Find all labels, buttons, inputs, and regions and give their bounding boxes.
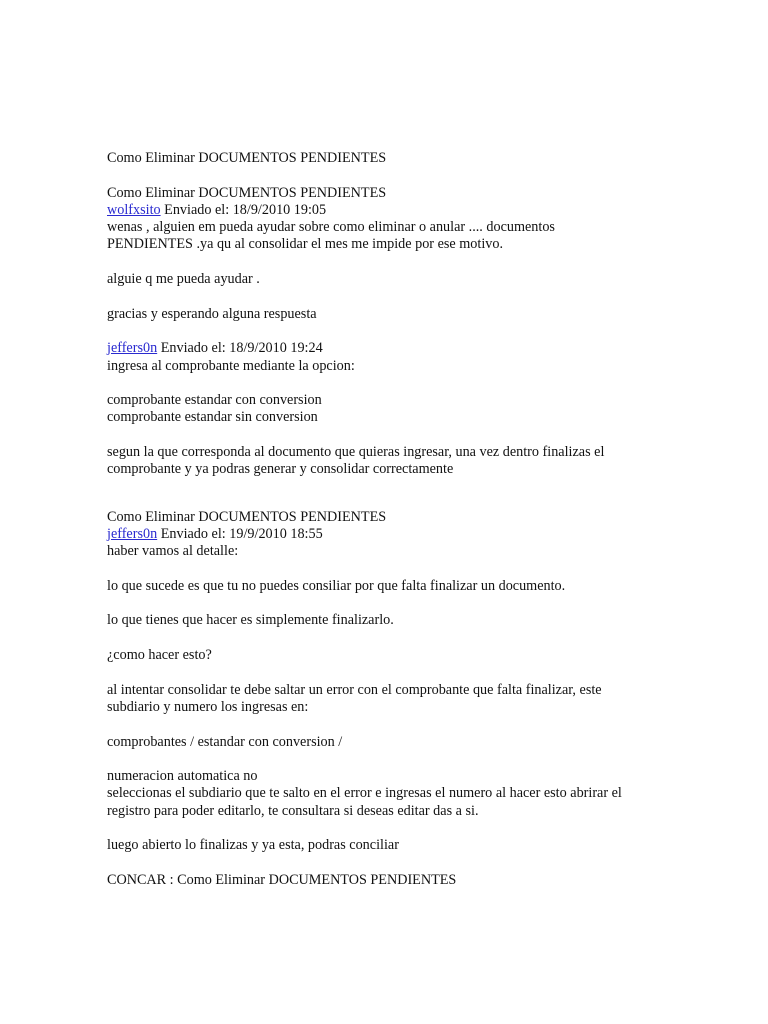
post3-text-line: comprobantes / estandar con conversion /	[107, 733, 343, 750]
post3-header	[107, 526, 667, 543]
post1-text-line: wenas , alguien em pueda ayudar sobre como eliminar o anular .... documentos	[107, 219, 555, 236]
post1-text-line: PENDIENTES .ya qu al consolidar el mes me impide por ese motivo.	[107, 236, 503, 253]
post1-header	[107, 202, 667, 219]
post3-author-link[interactable]: jeffers0n	[107, 525, 158, 542]
post3-text-line: lo que tienes que hacer es simplemente finalizarlo.	[107, 612, 394, 629]
post3-subject: Como Eliminar DOCUMENTOS PENDIENTES	[107, 508, 387, 525]
post2-text-line: ingresa al comprobante mediante la opcion:	[107, 357, 355, 374]
post3-text-line: ¿como hacer esto?	[107, 647, 212, 664]
post3-text-line: al intentar consolidar te debe saltar un error con el comprobante que falta finalizar, este	[107, 681, 602, 698]
post3-meta: Enviado el: 19/9/2010 18:55	[157, 525, 323, 542]
post1-subject: Como Eliminar DOCUMENTOS PENDIENTES	[107, 184, 387, 201]
post3-text-line: subdiario y numero los ingresas en:	[107, 698, 309, 715]
post1-author-link[interactable]: wolfxsito	[107, 201, 161, 218]
post2-header	[107, 340, 667, 357]
post1-meta: Enviado el: 18/9/2010 19:05	[160, 201, 327, 218]
doc-footer-title: CONCAR : Como Eliminar DOCUMENTOS PENDIENTES	[107, 871, 457, 888]
post3-text-line: haber vamos al detalle:	[107, 543, 239, 560]
post2-text-line: segun la que corresponda al documento que quieras ingresar, una vez dentro finalizas el	[107, 444, 605, 461]
post2-text-line: comprobante estandar con conversion	[107, 392, 322, 409]
post3-text-line: registro para poder editarlo, te consultara si deseas editar das a si.	[107, 802, 479, 819]
post2-text-line: comprobante estandar sin conversion	[107, 409, 318, 426]
post3-text-line: lo que sucede es que tu no puedes consiliar por que falta finalizar un documento.	[107, 577, 566, 594]
post3-text-line: seleccionas el subdiario que te salto en el error e ingresas el numero al hacer esto abrirar el	[107, 785, 622, 802]
post1-text-line: gracias y esperando alguna respuesta	[107, 305, 317, 322]
post3-text-line: luego abierto lo finalizas y ya esta, podras conciliar	[107, 837, 399, 854]
document-page	[107, 150, 667, 889]
post2-author-link[interactable]: jeffers0n	[107, 340, 158, 357]
post3-text-line: numeracion automatica no	[107, 768, 258, 785]
post1-text-line: alguie q me pueda ayudar .	[107, 271, 260, 288]
post2-meta: Enviado el: 18/9/2010 19:24	[157, 340, 323, 357]
post2-text-line: comprobante y ya podras generar y consolidar correctamente	[107, 461, 454, 478]
doc-title: Como Eliminar DOCUMENTOS PENDIENTES	[107, 150, 387, 166]
